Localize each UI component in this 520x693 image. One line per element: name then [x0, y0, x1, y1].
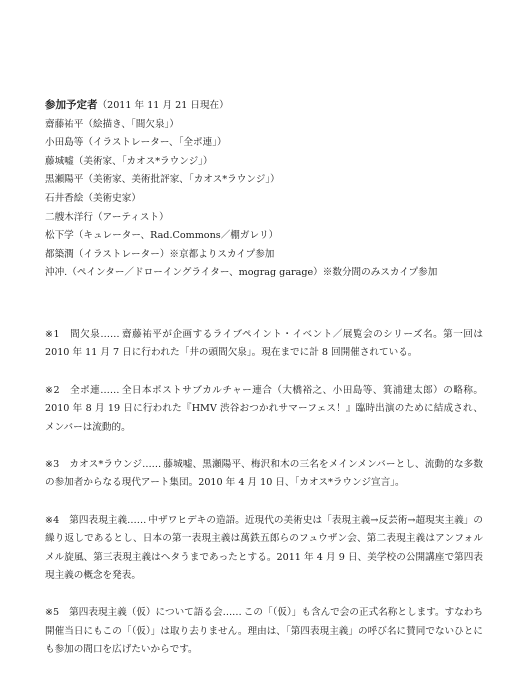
- footnote-mark: ※3: [45, 459, 60, 471]
- footnote-4: [45, 512, 483, 586]
- footnote-3: [45, 456, 483, 493]
- participants-section: [45, 96, 505, 283]
- footnote-term: 第四表現主義……: [69, 514, 147, 526]
- footnote-5: [45, 604, 483, 659]
- participant-item: 黒瀬陽平（美術家、美術批評家、「カオス*ラウンジ」）: [45, 174, 280, 186]
- footnote-text: 藤城嘘、黒瀬陽平、梅沢和木の三名をメインメンバーとし、流動的な多数の参加者からなる現代アート集団。2010 年 4 月 10 日、「カオス*ラウンジ宣言」。: [45, 459, 483, 489]
- footnote-mark: ※5: [45, 607, 60, 619]
- footnote-1: [45, 326, 483, 363]
- footnote-mark: ※1: [45, 329, 60, 340]
- footnote-text: 齋藤祐平が企画するライブペイント・イベント／展覧会のシリーズ名。第一回は 2010 年 11 月 7 日に行われた「井の頭間欠泉」。現在までに計 8 回開催されている。: [45, 329, 484, 359]
- footnote-mark: ※4: [45, 514, 60, 526]
- footnote-text: 全日本ポストサブカルチャー連合（大橋裕之、小田島等、箕浦建太郎）の略称。2010 年 8 月 19 日に行われた『HMV 渋谷おつかれサマーフェス！』臨時出演のために結成され、メンバーは流動的。: [45, 384, 483, 433]
- participants-heading-label: 参加予定者: [45, 99, 98, 111]
- footnote-text: この「（仮）」も含んで会の正式名称とします。すなわち開催当日にもこの「（仮）」は取り去りません。理由は、「第四表現主義」の呼び名に賛同でないひとにも参加の間口を広げたいからです。: [45, 607, 483, 656]
- footnote-text: 中ザワヒデキの造語。近現代の美術史は「表現主義→反芸術→超現実主義」の繰り返しであるとし、日本の第一表現主義は萬鉄五郎らのフュウザン会、第二表現主義はアンフォルメル旋風、第三表現主義はヘタうまであったとする。2011 年 4 月 9 日、美学校の公開講座で第四表現主義の概念を発表。: [45, 514, 484, 582]
- participant-item: 二艘木洋行（アーティスト）: [45, 211, 169, 223]
- participant-item: 石井香絵（美術史家）: [45, 192, 141, 204]
- notes-section: [45, 326, 483, 679]
- footnote-2: [45, 382, 483, 437]
- participant-item: 藤城嘘（美術家、「カオス*ラウンジ」）: [45, 155, 213, 167]
- footnote-mark: ※2: [45, 384, 60, 396]
- footnote-term: 第四表現主義（仮）について語る会……: [69, 607, 242, 619]
- participant-item: 都築潤（イラストレーター）※京都よりスカイプ参加: [45, 248, 275, 260]
- footnote-term: カオス*ラウンジ……: [69, 459, 162, 471]
- participants-heading-date: （2011 年 11 月 21 日現在）: [97, 100, 229, 111]
- participant-item: 齋藤祐平（絵描き、「間欠泉」）: [45, 118, 179, 130]
- participant-item: 沖冲.（ペインター／ドローイングライター、mograg garage）※数分間のみスカイプ参加: [45, 267, 438, 279]
- participant-item: 松下学（キュレーター、Rad.Commons／棚ガレリ）: [45, 230, 279, 242]
- footnote-term: 間欠泉……: [69, 329, 120, 340]
- participant-item: 小田島等（イラストレーター、「全ポ連」）: [45, 137, 227, 149]
- participants-heading: [45, 96, 505, 116]
- footnote-term: 全ポ連……: [69, 384, 120, 396]
